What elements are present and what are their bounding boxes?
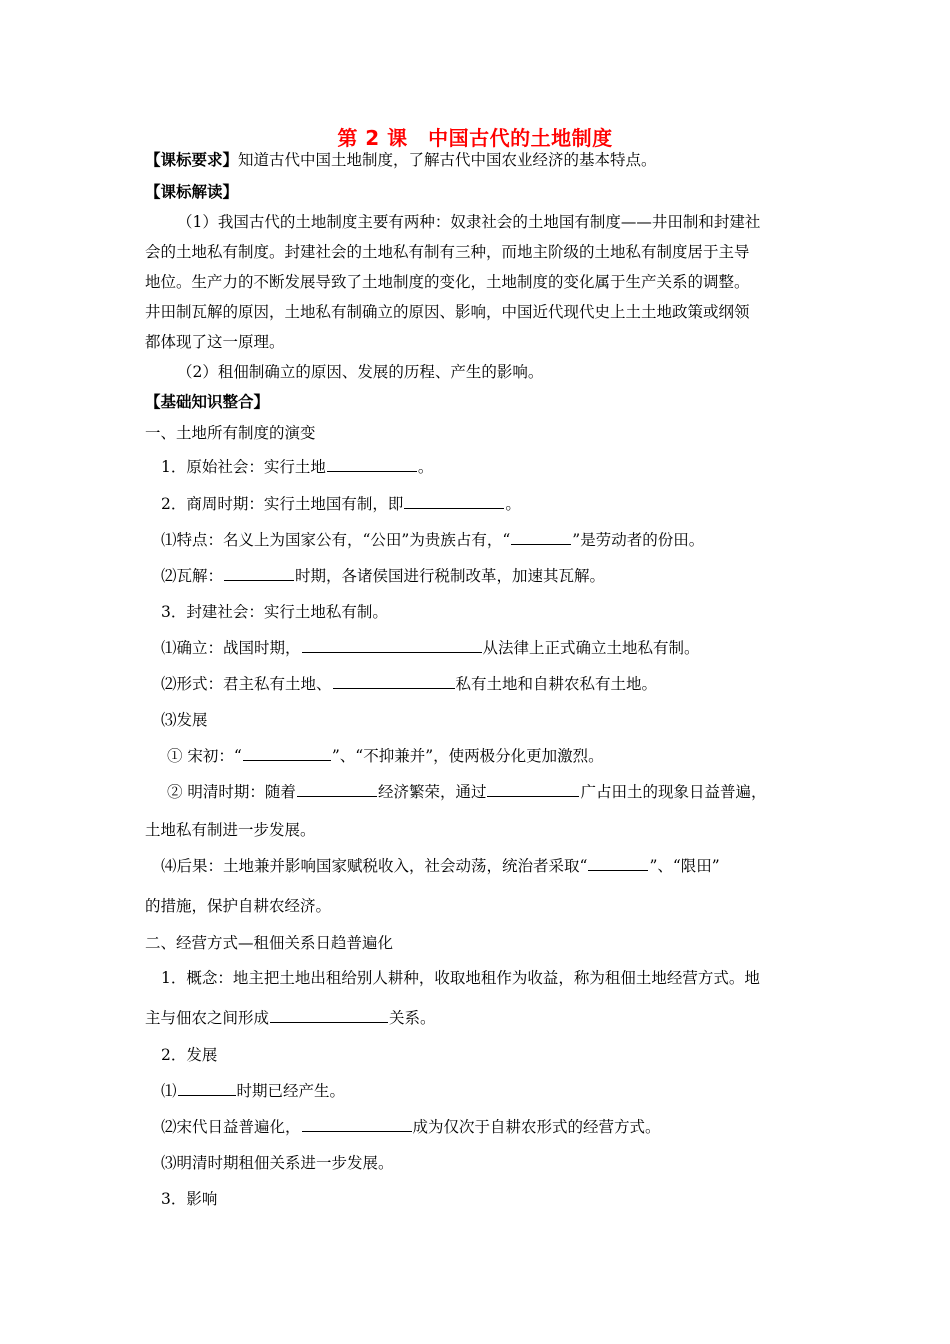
fill-blank[interactable] <box>327 457 417 472</box>
fill-blank[interactable] <box>178 1081 236 1096</box>
fill-blank[interactable] <box>404 494 504 509</box>
lesson-title: 第 2 课 中国古代的土地制度 <box>337 126 613 150</box>
item-ming-qing-cont: 土地私有制进一步发展。 <box>145 821 316 839</box>
item-song-dynasty: ⑵宋代日益普遍化， 成为仅次于自耕农形式的经营方式。 <box>161 1118 661 1136</box>
item-primitive-society: 1．原始社会：实行土地 。 <box>161 458 434 476</box>
fill-blank[interactable] <box>487 782 579 797</box>
basic-knowledge-label: 【基础知识整合】 <box>145 393 270 411</box>
item-forms: ⑵形式：君主私有土地、 私有土地和自耕农私有土地。 <box>161 675 658 693</box>
fill-blank[interactable] <box>333 674 455 689</box>
item-ming-qing: ② 明清时期：随着 经济繁荣，通过 广占田土的现象日益普遍， <box>167 783 767 801</box>
item-consequences-cont: 的措施，保护自耕农经济。 <box>145 897 332 915</box>
interpretation-line: 地位。生产力的不断发展导致了土地制度的变化，土地制度的变化属于生产关系的调整。 <box>145 273 750 291</box>
item-development-2: 2．发展 <box>161 1046 218 1064</box>
interpretation-line: （1）我国古代的土地制度主要有两种：奴隶社会的土地国有制度——井田制和封建社 <box>177 213 761 231</box>
curriculum-requirement-text: 知道古代中国土地制度，了解古代中国农业经济的基本特点。 <box>238 151 657 169</box>
item-concept-cont: 主与佃农之间形成 关系。 <box>145 1009 436 1027</box>
fill-blank[interactable] <box>302 1117 412 1132</box>
fill-blank[interactable] <box>243 746 331 761</box>
item-establishment: ⑴确立：战国时期， 从法律上正式确立土地私有制。 <box>161 639 700 657</box>
item-feudal-society: 3．封建社会：实行土地私有制。 <box>161 603 388 621</box>
item-consequences: ⑷后果：土地兼并影响国家赋税收入，社会动荡，统治者采取“ ”、“限田” <box>161 857 720 875</box>
interpretation-line: 井田制瓦解的原因，土地私有制确立的原因、影响，中国近代现代史上土土地政策或纲领 <box>145 303 750 321</box>
section-heading: 二、经营方式—租佃关系日趋普遍化 <box>145 934 394 952</box>
fill-blank[interactable] <box>270 1008 388 1023</box>
item-influence: 3．影响 <box>161 1190 218 1208</box>
item-early-song: ① 宋初：“ ”、“不抑兼并”，使两极分化更加激烈。 <box>167 747 604 765</box>
item-characteristics: ⑴特点：名义上为国家公有，“公田”为贵族占有，“ ”是劳动者的份田。 <box>161 531 705 549</box>
curriculum-interpretation-label: 【课标解读】 <box>145 183 239 201</box>
item-origin-period: ⑴ 时期已经产生。 <box>161 1082 346 1100</box>
interpretation-line: 都体现了这一原理。 <box>145 333 285 351</box>
item-concept: 1．概念：地主把土地出租给别人耕种，收取地租作为收益，称为租佃土地经营方式。地 <box>161 969 760 987</box>
curriculum-requirement-label: 【课标要求】 <box>145 151 239 169</box>
fill-blank[interactable] <box>302 638 482 653</box>
item-shang-zhou: 2．商周时期：实行土地国有制，即 。 <box>161 495 521 513</box>
fill-blank[interactable] <box>224 566 294 581</box>
interpretation-line: （2）租佃制确立的原因、发展的历程、产生的影响。 <box>177 363 544 381</box>
section-heading: 一、土地所有制度的演变 <box>145 424 316 442</box>
item-development: ⑶发展 <box>161 711 208 729</box>
curriculum-requirement <box>145 150 657 170</box>
fill-blank[interactable] <box>511 530 571 545</box>
fill-blank[interactable] <box>297 782 377 797</box>
interpretation-line: 会的土地私有制度。封建社会的土地私有制有三种，而地主阶级的土地私有制度居于主导 <box>145 243 750 261</box>
fill-blank[interactable] <box>588 856 648 871</box>
item-ming-qing-tenancy: ⑶明清时期租佃关系进一步发展。 <box>161 1154 394 1172</box>
item-collapse: ⑵瓦解： 时期，各诸侯国进行税制改革，加速其瓦解。 <box>161 567 606 585</box>
